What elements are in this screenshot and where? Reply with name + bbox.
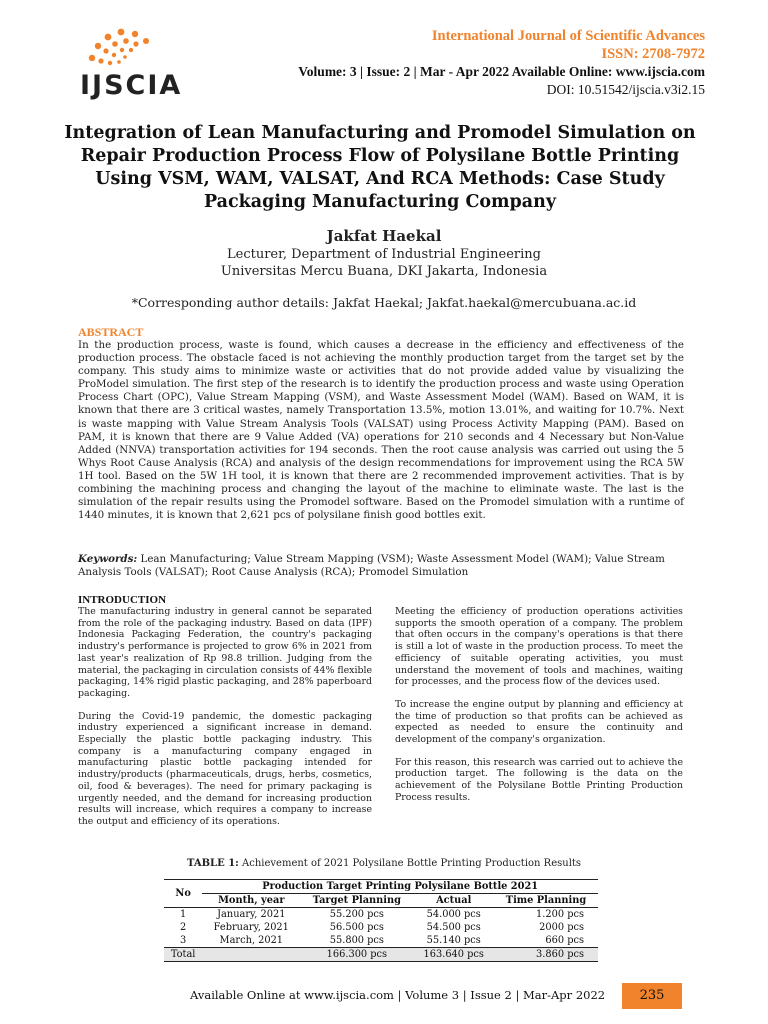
header-month: Month, year xyxy=(202,894,300,908)
header-actual: Actual xyxy=(413,894,493,908)
intro-paragraph-4: To increase the engine output by planning and efficiency at the time of production so that profits can be achieved as expected as needed to ensure the continuity and development of the company's organization. xyxy=(395,698,683,746)
affiliation xyxy=(0,246,768,280)
cell-target: 55.800 pcs xyxy=(329,935,384,946)
header-group: Production Target Printing Polysilane Bottle 2021 xyxy=(202,880,598,894)
table-caption-label: TABLE 1: xyxy=(186,858,239,869)
cell-month: January, 2021 xyxy=(217,909,286,920)
intro-paragraph-2: During the Covid-19 pandemic, the domestic packaging industry experienced a significant increase in demand. Especially the plastic bottle packaging industry. This company is a manufacturing company engaged in manufacturing plastic bottle packaging intended for industry/products (pharmaceuticals, drugs, herbs, cosmetics, oil, food & beverages). The need for primary packaging is urgently needed, and the demand for increasing production results will increase, which requires a company to increase the output and efficiency of its operations. xyxy=(78,710,372,827)
table-caption-text: Achievement of 2021 Polysilane Bottle Printing Production Results xyxy=(238,858,582,869)
logo-text: IJSCIA xyxy=(80,70,183,101)
cell-time: 660 pcs xyxy=(545,935,584,946)
table-caption xyxy=(0,858,768,869)
header-target: Target Planning xyxy=(300,894,413,908)
volume-line: Volume: 3 | Issue: 2 | Mar - Apr 2022 Available Online: www.ijscia.com xyxy=(298,64,705,79)
header-time: Time Planning xyxy=(494,894,598,908)
keywords-label: Keywords: xyxy=(78,553,138,565)
logo-rays-icon xyxy=(78,18,198,78)
cell-target: 55.200 pcs xyxy=(329,909,384,920)
introduction-heading: INTRODUCTION xyxy=(78,594,167,606)
intro-paragraph-5: For this reason, this research was carried out to achieve the production target. The following is the data on the achievement of the Polysilane Bottle Printing Production Process results. xyxy=(395,756,683,803)
table-row xyxy=(164,934,598,948)
table-total-row xyxy=(164,948,598,962)
keywords xyxy=(78,553,684,579)
cell-no: 2 xyxy=(180,922,187,933)
affiliation-line-2: Universitas Mercu Buana, DKI Jakarta, Indonesia xyxy=(220,264,548,279)
cell-actual: 55.140 pcs xyxy=(426,935,481,946)
cell-actual: 54.500 pcs xyxy=(426,922,481,933)
cell-total-empty xyxy=(202,948,300,962)
doi: DOI: 10.51542/ijscia.v3i2.15 xyxy=(546,82,705,97)
corresponding-author: *Corresponding author details: Jakfat Haekal; Jakfat.haekal@mercubuana.ac.id xyxy=(131,295,637,310)
intro-right-column xyxy=(395,606,683,815)
journal-name: International Journal of Scientific Advances xyxy=(431,28,705,44)
page-number: 235 xyxy=(622,983,682,1009)
cell-time: 2000 pcs xyxy=(539,922,584,933)
keywords-list: Lean Manufacturing; Value Stream Mapping (VSM); Waste Assessment Model (WAM); Value Stream Analysis Tools (VALSAT); Root Cause Analysis (RCA); Promodel Simulation xyxy=(78,553,665,579)
affiliation-line-1: Lecturer, Department of Industrial Engineering xyxy=(227,247,541,262)
cell-no: 1 xyxy=(180,909,187,920)
intro-left-column xyxy=(78,606,372,839)
cell-month: March, 2021 xyxy=(219,935,284,946)
cell-time: 1.200 pcs xyxy=(536,909,584,920)
table-row xyxy=(164,921,598,934)
abstract-text: In the production process, waste is found, which causes a decrease in the efficiency and effectiveness of the production process. The obstacle faced is not achieving the monthly production target from the target set by the company. This study aims to minimize waste or activities that do not provide added value by visualizing the ProModel simulation. The first step of the research is to identify the production process and waste using Operation Process Chart (OPC), Value Stream Mapping (VSM), and Waste Assessment Model (WAM). Based on WAM, it is known that there are 3 critical wastes, namely Transportation 13.5%, motion 13.01%, and waiting for 10.7%. Next is waste mapping with Value Stream Analysis Tools (VALSAT) using Process Activity Mapping (PAM). Based on PAM, it is known that there are 9 Value Added (VA) operations for 210 seconds and 4 Necessary but Non-Value Added (NNVA) transportation activities for 194 seconds. Then the root cause analysis was carried out using the 5 Whys Root Cause Analysis (RCA) and analysis of the design recommendations for improvement using the RCA 5W 1H tool. Based on the 5W 1H tool, it is known that there are 2 recommended improvement activities. That is by combining the machining process and changing the layout of the machine to eliminate waste. The last is the simulation of the repair results using the Promodel software. Based on the Promodel simulation with a runtime of 1440 minutes, it is known that 2,621 pcs of polysilane finish good bottles exit. xyxy=(78,339,684,522)
author-name: Jakfat Haekal xyxy=(326,227,442,245)
table-row xyxy=(164,908,598,922)
header-no: No xyxy=(164,880,202,908)
table-header-row-1 xyxy=(164,880,598,894)
abstract-heading: ABSTRACT xyxy=(78,325,144,339)
cell-month: February, 2021 xyxy=(213,922,289,933)
issn: ISSN: 2708-7972 xyxy=(601,46,705,62)
journal-name-block xyxy=(432,27,705,63)
cell-total-label: Total xyxy=(164,948,202,962)
cell-target: 56.500 pcs xyxy=(329,922,384,933)
intro-paragraph-3: Meeting the efficiency of production operations activities supports the smooth operation of a company. The problem that often occurs in the company's operations is that there is still a lot of waste in the production process. To meet the efficiency of suitable operating activities, you must understand the movement of tools and machines, waiting for processes, and the process flow of the devices used. xyxy=(395,606,683,688)
cell-total-target: 166.300 pcs xyxy=(300,948,413,962)
cell-actual: 54.000 pcs xyxy=(426,909,481,920)
production-table xyxy=(164,879,598,962)
intro-paragraph-1: The manufacturing industry in general cannot be separated from the role of the packaging industry. Based on data (IPF) Indonesia Packaging Federation, the country's packaging industry's performance is projected to grow 6% in 2021 from last year's realization of Rp 98.8 trillion. Judging from the material, the packaging in circulation consists of 44% flexible packaging, 14% rigid plastic packaging, and 28% paperboard packaging. xyxy=(78,606,372,699)
cell-total-time: 3.860 pcs xyxy=(494,948,598,962)
footer-text: Available Online at www.ijscia.com | Volume 3 | Issue 2 | Mar-Apr 2022 xyxy=(190,988,606,1002)
article-title: Integration of Lean Manufacturing and Promodel Simulation on Repair Production Process Flow of Polysilane Bottle Printing Using VSM, WAM, VALSAT, And RCA Methods: Case Study Packaging Manufacturing Company xyxy=(64,123,696,212)
table-header-row-2 xyxy=(164,894,598,908)
cell-total-actual: 163.640 pcs xyxy=(413,948,493,962)
cell-no: 3 xyxy=(180,935,187,946)
